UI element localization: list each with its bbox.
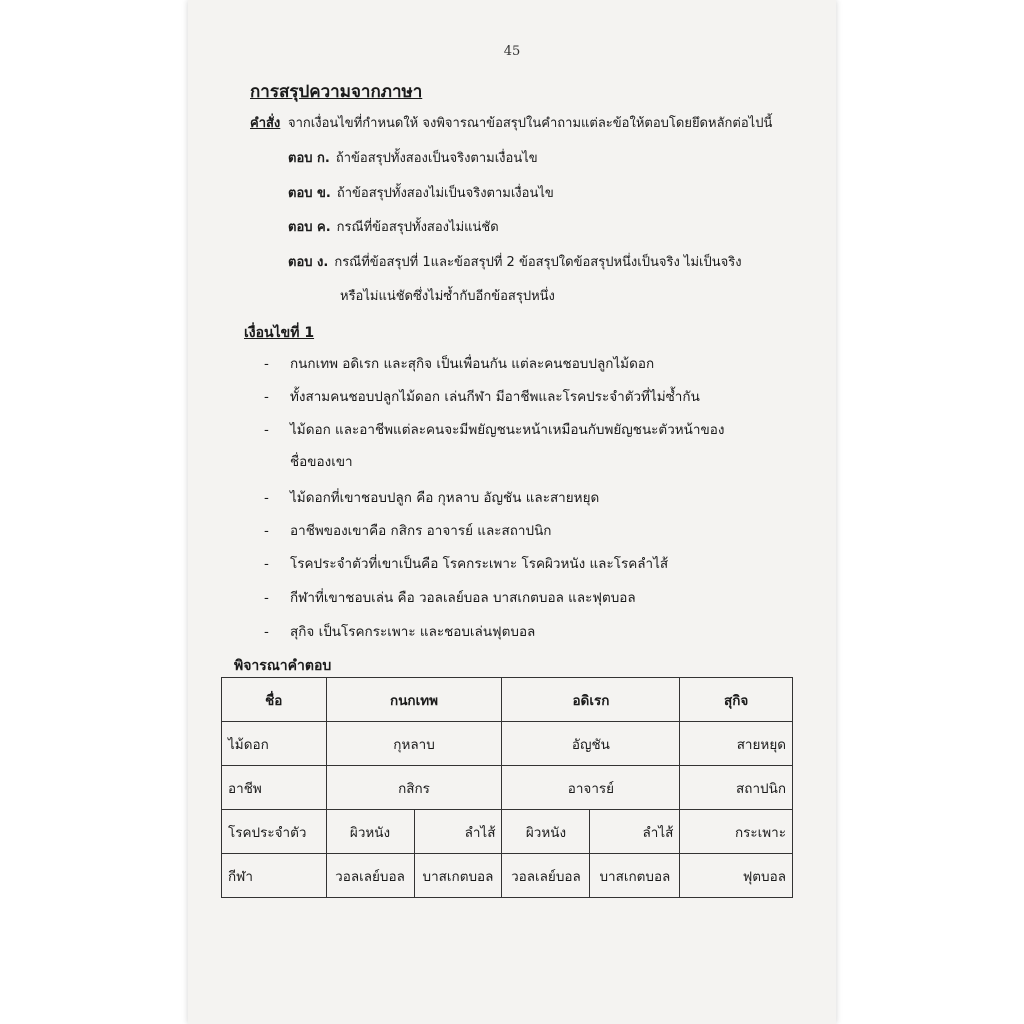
table-cell: กสิกร xyxy=(326,766,502,810)
page-number: 45 xyxy=(503,44,521,59)
table-cell: บาสเกตบอล xyxy=(414,854,502,898)
header-sukit: สุกิจ xyxy=(680,678,793,722)
condition-bullet: - โรคประจำตัวที่เขาเป็นคือ โรคกระเพาะ โรคผิวหนัง และโรคลำไส้ xyxy=(264,556,669,572)
document-page xyxy=(188,0,836,1024)
table-header-row xyxy=(222,678,793,722)
answer-text: กรณีที่ข้อสรุปทั้งสองไม่แน่ชัด xyxy=(336,220,499,235)
table-cell: อัญชัน xyxy=(502,722,680,766)
table-cell: ผิวหนัง xyxy=(326,810,414,854)
answer-text: กรณีที่ข้อสรุปที่ 1และข้อสรุปที่ 2 ข้อสรุปใดข้อสรุปหนึ่งเป็นจริง ไม่เป็นจริง xyxy=(334,255,742,270)
condition-bullet: - กนกเทพ อดิเรก และสุกิจ เป็นเพื่อนกัน แต่ละคนชอบปลูกไม้ดอก xyxy=(264,356,655,372)
row-label: กีฬา xyxy=(222,854,327,898)
bullet-text: ไม้ดอกที่เขาชอบปลูก คือ กุหลาบ อัญชัน และสายหยุด xyxy=(290,490,600,506)
answer-text: ถ้าข้อสรุปทั้งสองไม่เป็นจริงตามเงื่อนไข xyxy=(336,186,554,201)
row-label: ไม้ดอก xyxy=(222,722,327,766)
table-row xyxy=(222,810,793,854)
condition-bullet: - อาชีพของเขาคือ กสิกร อาจารย์ และสถาปนิก xyxy=(264,523,552,539)
section-title: การสรุปความจากภาษา xyxy=(250,82,423,102)
header-kanokthep: กนกเทพ xyxy=(326,678,502,722)
instruction-label: คำสั่ง xyxy=(250,116,281,131)
answer-label: ตอบ ง. xyxy=(288,255,329,270)
table-row xyxy=(222,854,793,898)
answer-option-d-continued: หรือไม่แน่ชัดซึ่งไม่ซ้ำกับอีกข้อสรุปหนึ่ง xyxy=(340,289,555,304)
table-cell: สายหยุด xyxy=(680,722,793,766)
condition-bullet: - สุกิจ เป็นโรคกระเพาะ และชอบเล่นฟุตบอล xyxy=(264,624,536,640)
answer-option-d xyxy=(288,251,742,272)
bullet-text: กีฬาที่เขาชอบเล่น คือ วอลเลย์บอล บาสเกตบอล และฟุตบอล xyxy=(290,590,636,606)
condition-bullet: - ทั้งสามคนชอบปลูกไม้ดอก เล่นกีฬา มีอาชีพและโรคประจำตัวที่ไม่ซ้ำกัน xyxy=(264,389,700,405)
table-cell: วอลเลย์บอล xyxy=(326,854,414,898)
bullet-text: ไม้ดอก และอาชีพแต่ละคนจะมีพยัญชนะหน้าเหมือนกับพยัญชนะตัวหน้าของ xyxy=(290,422,725,438)
table-row xyxy=(222,722,793,766)
row-label: โรคประจำตัว xyxy=(222,810,327,854)
condition-bullet: - ไม้ดอก และอาชีพแต่ละคนจะมีพยัญชนะหน้าเหมือนกับพยัญชนะตัวหน้าของ xyxy=(264,422,725,438)
condition-bullet: - ไม้ดอกที่เขาชอบปลูก คือ กุหลาบ อัญชัน และสายหยุด xyxy=(264,490,600,506)
bullet-continued: ชื่อของเขา xyxy=(290,454,353,470)
bullet-text: โรคประจำตัวที่เขาเป็นคือ โรคกระเพาะ โรคผิวหนัง และโรคลำไส้ xyxy=(290,556,669,572)
table-cell: สถาปนิก xyxy=(680,766,793,810)
instruction-text: จากเงื่อนไขที่กำหนดให้ จงพิจารณาข้อสรุปในคำถามแต่ละข้อให้ตอบโดยยึดหลักต่อไปนี้ xyxy=(288,116,773,131)
table-cell: กุหลาบ xyxy=(326,722,502,766)
bullet-text: อาชีพของเขาคือ กสิกร อาจารย์ และสถาปนิก xyxy=(290,523,552,539)
answer-table xyxy=(221,677,793,898)
answer-text: ถ้าข้อสรุปทั้งสองเป็นจริงตามเงื่อนไข xyxy=(335,151,538,166)
answer-label: ตอบ ค. xyxy=(288,220,331,235)
row-label: อาชีพ xyxy=(222,766,327,810)
bullet-text: กนกเทพ อดิเรก และสุกิจ เป็นเพื่อนกัน แต่ละคนชอบปลูกไม้ดอก xyxy=(290,356,655,372)
bullet-text: สุกิจ เป็นโรคกระเพาะ และชอบเล่นฟุตบอล xyxy=(290,624,536,640)
table-cell: อาจารย์ xyxy=(502,766,680,810)
table-cell: บาสเกตบอล xyxy=(590,854,680,898)
answer-option-a xyxy=(288,147,538,168)
table-cell: วอลเลย์บอล xyxy=(502,854,590,898)
table-row xyxy=(222,766,793,810)
table-cell: ผิวหนัง xyxy=(502,810,590,854)
condition-title: เงื่อนไขที่ 1 xyxy=(244,325,315,341)
table-cell: ลำไส้ xyxy=(414,810,502,854)
table-cell: ลำไส้ xyxy=(590,810,680,854)
table-title: พิจารณาคำตอบ xyxy=(234,658,332,674)
condition-bullet: - กีฬาที่เขาชอบเล่น คือ วอลเลย์บอล บาสเกตบอล และฟุตบอล xyxy=(264,590,636,606)
answer-option-c xyxy=(288,216,499,237)
bullet-text: ทั้งสามคนชอบปลูกไม้ดอก เล่นกีฬา มีอาชีพและโรคประจำตัวที่ไม่ซ้ำกัน xyxy=(290,389,700,405)
answer-label: ตอบ ก. xyxy=(288,151,330,166)
table-cell: ฟุตบอล xyxy=(680,854,793,898)
header-adirek: อดิเรก xyxy=(502,678,680,722)
table-cell: กระเพาะ xyxy=(680,810,793,854)
header-name: ชื่อ xyxy=(222,678,327,722)
answer-label: ตอบ ข. xyxy=(288,186,331,201)
answer-option-b xyxy=(288,182,554,203)
